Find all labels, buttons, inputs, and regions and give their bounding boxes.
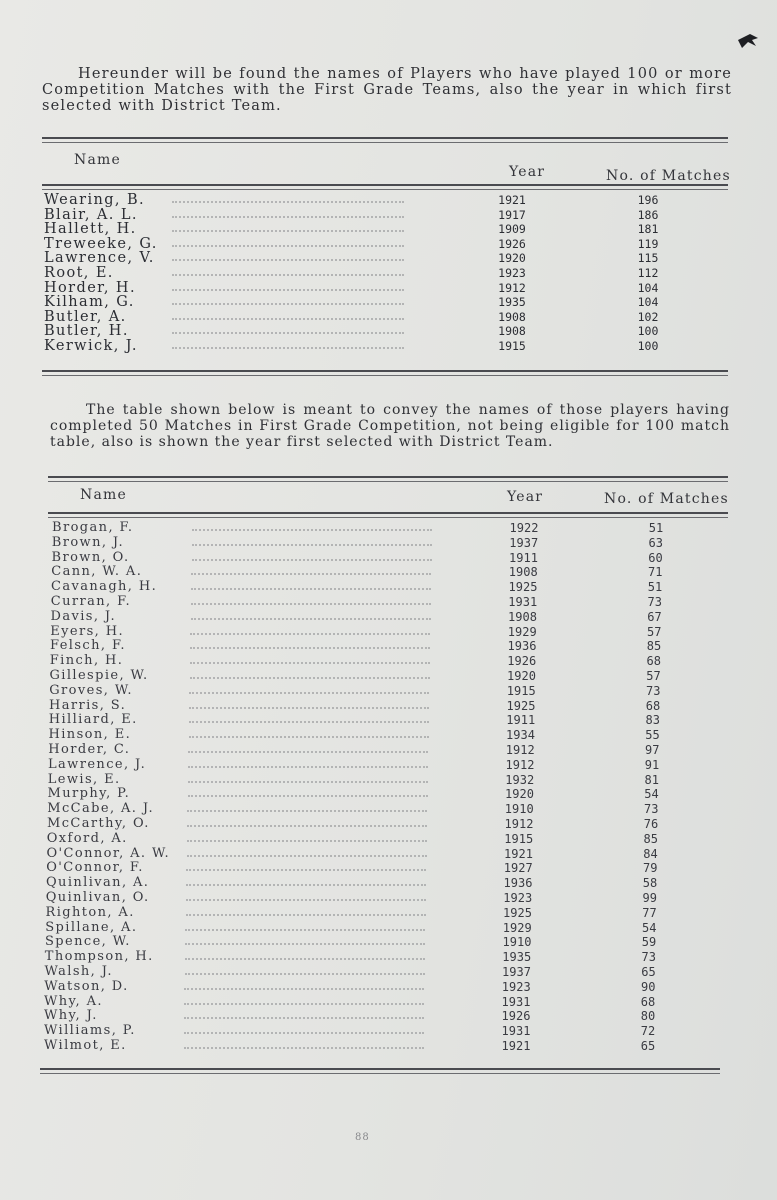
leader-dots	[172, 347, 404, 349]
player-matches: 68	[646, 654, 661, 669]
table-row	[47, 801, 737, 817]
player-year: 1910	[502, 935, 532, 950]
player-name: Hallett, H.	[44, 221, 137, 238]
player-year: 1922	[509, 521, 539, 535]
player-matches: 104	[637, 295, 659, 310]
player-name: Why, A.	[44, 993, 103, 1009]
table-row	[50, 608, 741, 624]
torn-corner-mark	[736, 30, 760, 54]
table-row	[45, 966, 735, 977]
player-matches: 115	[637, 251, 659, 266]
player-matches: 51	[648, 521, 664, 535]
player-year: 1935	[502, 950, 532, 965]
player-year: 1931	[508, 595, 538, 609]
player-name: Walsh, J.	[44, 964, 113, 979]
leader-dots	[172, 259, 404, 261]
table-row	[44, 1040, 734, 1051]
player-name: Kilham, G.	[44, 294, 135, 311]
leader-dots	[172, 318, 404, 320]
player-year: 1923	[501, 979, 531, 994]
player-matches: 79	[643, 861, 658, 876]
player-matches: 73	[647, 595, 662, 609]
player-matches: 73	[644, 802, 659, 817]
player-matches: 100	[637, 339, 659, 353]
leader-dots	[191, 603, 431, 605]
table-row	[44, 993, 734, 1009]
leader-dots	[185, 958, 425, 960]
player-year: 1909	[498, 222, 526, 237]
table-row	[46, 830, 737, 846]
leader-dots	[187, 810, 427, 812]
leader-dots	[172, 245, 404, 247]
player-year: 1936	[507, 639, 537, 654]
table-row	[51, 534, 742, 550]
player-year: 1912	[504, 817, 534, 831]
table-row	[44, 1023, 734, 1039]
player-name: Hilliard, E.	[48, 712, 138, 728]
leader-dots	[190, 677, 430, 679]
table-row	[48, 756, 738, 772]
leader-dots	[190, 647, 430, 649]
table-row	[51, 579, 741, 595]
player-year: 1908	[498, 324, 526, 339]
player-year: 1921	[504, 846, 533, 861]
table-100-top-rule-2	[42, 142, 728, 143]
table-50-bottom-rule	[40, 1068, 720, 1070]
player-name: Murphy, P.	[47, 786, 131, 802]
table-50-top-rule-2	[48, 481, 728, 482]
player-year: 1911	[509, 550, 538, 565]
leader-dots	[190, 633, 430, 635]
leader-dots	[191, 573, 431, 575]
player-year: 1911	[506, 713, 536, 728]
table-row	[44, 279, 734, 296]
player-year: 1908	[498, 309, 526, 324]
table-row	[46, 892, 736, 903]
leader-dots	[187, 825, 427, 827]
player-name: Davis, J.	[50, 608, 117, 624]
table-row	[51, 564, 741, 580]
player-name: Lawrence, V.	[44, 250, 155, 267]
player-name: Finch, H.	[49, 653, 124, 669]
leader-dots	[172, 274, 404, 276]
table-100-header-year: Year	[509, 164, 546, 180]
table-row	[44, 338, 734, 354]
player-name: Brogan, F.	[52, 520, 134, 535]
player-year: 1926	[501, 1009, 531, 1024]
leader-dots	[188, 766, 428, 768]
player-year: 1929	[507, 624, 537, 639]
player-name: Hinson, E.	[48, 727, 132, 743]
player-name: Butler, A.	[44, 308, 127, 325]
player-year: 1920	[505, 787, 534, 802]
table-row	[48, 712, 739, 728]
table-100-header-rule	[42, 184, 728, 186]
leader-dots	[172, 201, 404, 203]
table-50-top-rule	[48, 476, 728, 478]
player-year: 1912	[505, 757, 535, 772]
leader-dots	[187, 840, 427, 842]
player-year: 1915	[498, 339, 526, 353]
table-row	[49, 682, 739, 698]
leader-dots	[184, 1003, 424, 1005]
player-matches: 104	[637, 280, 659, 295]
player-matches: 73	[641, 950, 656, 965]
player-year: 1931	[501, 994, 531, 1009]
player-matches: 186	[637, 207, 659, 222]
player-year: 1912	[498, 280, 526, 295]
player-matches: 83	[645, 713, 660, 728]
player-matches: 54	[644, 787, 659, 802]
leader-dots	[188, 751, 428, 753]
table-row	[44, 978, 734, 994]
intro-paragraph-50: The table shown below is meant to convey the names of those players having completed 50 Matches in First Grade Competition, not being eligible for 100 match table, also is shown the year first selected with District Team.	[50, 402, 730, 450]
player-matches: 76	[643, 817, 659, 831]
player-year: 1910	[504, 802, 534, 817]
player-year: 1915	[506, 683, 536, 698]
player-matches: 55	[645, 728, 660, 743]
player-name: Spillane, A.	[45, 919, 138, 935]
leader-dots	[189, 721, 429, 723]
player-name: Blair, A. L.	[44, 206, 138, 223]
table-row	[50, 623, 740, 639]
player-matches: 119	[637, 236, 659, 251]
table-100-header-matches: No. of Matches	[606, 168, 731, 184]
leader-dots	[172, 216, 404, 218]
table-row	[52, 522, 742, 533]
player-matches: 58	[642, 876, 658, 891]
player-name: Lawrence, J.	[48, 756, 147, 772]
player-year: 1936	[503, 876, 533, 891]
table-row	[44, 265, 734, 281]
table-row	[45, 904, 736, 920]
player-name: Groves, W.	[49, 682, 133, 698]
player-year: 1908	[508, 565, 538, 580]
player-matches: 85	[643, 831, 658, 846]
player-name: O'Connor, F.	[46, 860, 144, 876]
table-row	[47, 771, 738, 787]
player-matches: 196	[637, 193, 659, 207]
player-year: 1917	[498, 207, 526, 222]
leader-dots	[186, 914, 426, 916]
table-row	[47, 786, 738, 802]
player-name: Lewis, E.	[47, 771, 121, 787]
table-50-header-rule	[48, 512, 728, 514]
leader-dots	[189, 736, 429, 738]
player-name: Oxford, A.	[46, 830, 128, 846]
table-row	[44, 206, 734, 223]
table-row	[45, 934, 735, 950]
player-name: Felsch, F.	[50, 638, 126, 654]
table-row	[51, 549, 742, 565]
player-matches: 71	[648, 565, 663, 580]
player-name: Cann, W. A.	[51, 564, 143, 580]
leader-dots	[192, 559, 432, 561]
table-row	[51, 596, 741, 607]
player-matches: 81	[644, 772, 659, 787]
table-row	[45, 919, 735, 935]
player-matches: 77	[642, 905, 657, 920]
player-year: 1926	[507, 654, 537, 669]
player-name: Treweeke, G.	[44, 235, 158, 252]
player-year: 1937	[502, 965, 531, 979]
table-row	[46, 860, 736, 876]
player-matches: 57	[646, 669, 661, 683]
leader-dots	[172, 289, 404, 291]
player-name: Cavanagh, H.	[51, 579, 158, 595]
leader-dots	[184, 1017, 424, 1019]
player-matches: 68	[645, 698, 661, 713]
player-year: 1915	[504, 831, 534, 846]
player-year: 1908	[508, 609, 537, 624]
table-100-header-rule-2	[42, 189, 728, 190]
player-name: Brown, J.	[51, 534, 125, 550]
player-matches: 68	[640, 994, 656, 1009]
table-row	[46, 875, 736, 891]
table-row	[46, 845, 737, 861]
leader-dots	[192, 544, 432, 546]
table-row	[44, 323, 734, 340]
player-matches: 54	[642, 920, 657, 935]
player-name: Why, J.	[44, 1008, 98, 1024]
table-row	[44, 308, 734, 325]
leader-dots	[172, 303, 404, 305]
player-name: McCabe, A. J.	[47, 801, 155, 817]
table-50-header-year: Year	[507, 489, 544, 505]
table-50-bottom-rule-2	[40, 1073, 720, 1074]
leader-dots	[191, 588, 431, 590]
player-matches: 84	[643, 846, 658, 861]
table-row	[48, 727, 739, 743]
player-year: 1931	[501, 1024, 531, 1039]
leader-dots	[189, 707, 429, 709]
player-matches: 73	[646, 683, 661, 698]
leader-dots	[185, 943, 425, 945]
page-number: 88	[355, 1132, 370, 1143]
player-matches: 60	[648, 550, 663, 565]
table-row	[44, 235, 734, 252]
player-name: Quinlivan, A.	[46, 875, 150, 891]
table-row	[44, 250, 734, 267]
player-year: 1912	[505, 743, 535, 757]
leader-dots	[172, 230, 404, 232]
player-matches: 65	[641, 965, 656, 979]
leader-dots	[184, 988, 424, 990]
player-year: 1923	[498, 266, 526, 280]
leader-dots	[185, 973, 425, 975]
player-matches: 99	[642, 891, 657, 905]
player-matches: 97	[645, 743, 660, 757]
leader-dots	[188, 795, 428, 797]
player-matches: 65	[640, 1039, 656, 1053]
table-100-matches	[44, 194, 734, 364]
player-matches: 63	[648, 535, 663, 550]
leader-dots	[188, 781, 428, 783]
table-row	[50, 638, 740, 654]
leader-dots	[189, 692, 429, 694]
player-name: Brown, O.	[51, 549, 130, 565]
table-100-bottom-rule-2	[42, 375, 728, 376]
leader-dots	[185, 929, 425, 931]
player-matches: 85	[646, 639, 662, 654]
player-name: Watson, D.	[44, 978, 129, 994]
table-50-matches	[44, 522, 734, 1062]
leader-dots	[186, 899, 426, 901]
player-name: Williams, P.	[44, 1023, 136, 1039]
player-name: Root, E.	[44, 265, 114, 281]
table-row	[44, 294, 734, 311]
leader-dots	[191, 618, 431, 620]
player-matches: 112	[637, 266, 659, 280]
player-year: 1932	[505, 772, 535, 787]
leader-dots	[190, 662, 430, 664]
player-matches: 59	[641, 935, 657, 950]
player-year: 1926	[498, 236, 526, 251]
player-year: 1925	[503, 905, 532, 920]
table-row	[49, 697, 739, 713]
player-name: Righton, A.	[45, 904, 135, 920]
player-matches: 80	[640, 1009, 656, 1024]
leader-dots	[186, 884, 426, 886]
player-matches: 90	[641, 979, 656, 994]
player-year: 1935	[498, 295, 526, 310]
table-100-top-rule	[42, 137, 728, 139]
intro-paragraph-100: Hereunder will be found the names of Players who have played 100 or more Competition Matches with the First Grade Teams, also the year in which first selected with District Team.	[42, 66, 732, 114]
leader-dots	[172, 332, 404, 334]
player-name: Horder, H.	[44, 279, 136, 296]
player-year: 1925	[508, 580, 538, 595]
table-50-header-rule-2	[48, 517, 728, 518]
player-matches: 100	[637, 324, 659, 339]
player-name: Quinlivan, O.	[45, 890, 150, 905]
player-year: 1920	[507, 669, 536, 683]
player-matches: 181	[637, 222, 659, 237]
leader-dots	[192, 529, 432, 531]
table-row	[47, 818, 737, 829]
player-name: Spence, W.	[45, 934, 131, 950]
player-name: Eyers, H.	[50, 623, 124, 639]
table-100-header-name: Name	[74, 152, 121, 168]
table-row	[44, 221, 734, 238]
player-year: 1923	[503, 891, 533, 905]
player-matches: 51	[647, 580, 663, 595]
player-matches: 72	[640, 1024, 656, 1039]
leader-dots	[186, 869, 426, 871]
player-year: 1934	[506, 728, 535, 743]
leader-dots	[184, 1047, 424, 1049]
table-row	[49, 653, 740, 669]
table-row	[44, 192, 734, 208]
player-name: Thompson, H.	[44, 949, 154, 965]
table-row	[50, 670, 740, 681]
player-name: O'Connor, A. W.	[46, 845, 171, 861]
player-name: Butler, H.	[44, 323, 129, 340]
player-name: Wearing, B.	[44, 192, 146, 208]
player-year: 1937	[509, 535, 539, 550]
table-row	[44, 949, 735, 965]
player-name: Wilmot, E.	[44, 1038, 127, 1053]
table-row	[44, 1008, 734, 1024]
player-name: Curran, F.	[50, 594, 132, 609]
player-year: 1925	[506, 698, 536, 713]
table-50-header-matches: No. of Matches	[604, 491, 729, 507]
leader-dots	[184, 1032, 424, 1034]
player-matches: 91	[644, 757, 660, 772]
player-name: McCarthy, O.	[47, 816, 150, 831]
player-name: Horder, C.	[48, 742, 131, 757]
player-year: 1921	[498, 193, 526, 207]
player-matches: 67	[647, 609, 662, 624]
player-name: Gillespie, W.	[49, 668, 149, 683]
player-name: Kerwick, J.	[44, 338, 138, 354]
player-name: Harris, S.	[49, 697, 127, 713]
player-year: 1927	[503, 861, 533, 876]
player-year: 1920	[498, 251, 526, 266]
leader-dots	[187, 855, 427, 857]
table-row	[48, 744, 738, 755]
player-year: 1929	[502, 920, 532, 935]
player-year: 1921	[501, 1039, 531, 1053]
table-50-header-name: Name	[80, 487, 127, 503]
table-100-bottom-rule	[42, 370, 728, 372]
player-matches: 57	[647, 624, 662, 639]
player-matches: 102	[637, 309, 659, 324]
